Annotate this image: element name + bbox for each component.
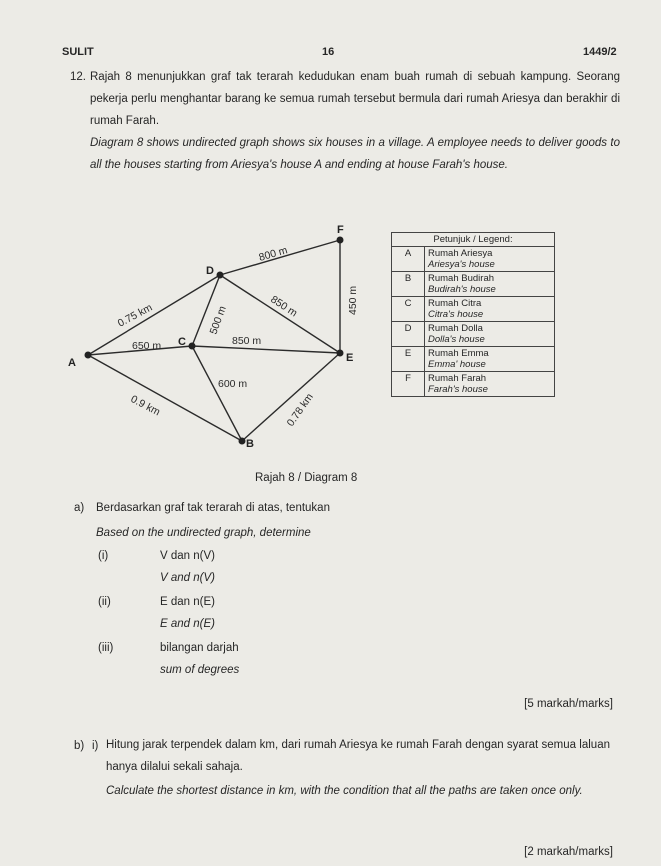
header-left: SULIT [62,46,94,58]
legend-malay: Rumah Farah [428,373,487,384]
item-iii-malay: bilangan darjah [160,642,239,654]
legend-english: Dolla's house [428,334,485,345]
legend-row [392,247,555,272]
edge-label-a-b: 0.9 km [128,393,163,419]
legend-malay: Rumah Citra [428,298,482,309]
header-right: 1449/2 [583,46,617,58]
legend-row [392,347,555,372]
legend-title: Petunjuk / Legend: [392,233,555,247]
legend-row [392,297,555,322]
part-b-label: b) [74,740,85,752]
part-a-marks: [5 markah/marks] [524,698,613,710]
legend-key: D [392,322,425,347]
legend-malay: Rumah Emma [428,348,489,359]
page-number: 16 [322,46,335,58]
node-e-dot [337,350,344,357]
node-c: C [178,336,186,348]
question-text-malay: Rajah 8 menunjukkan graf tak terarah kedudukan enam buah rumah di sebuah kampung. Seorang pekerja perlu menghantar barang ke semua rumah tersebut bermula dari rumah Ariesya dan berakhir di rumah Farah. [90,71,620,127]
edge-label-a-d: 0.75 km [115,301,155,330]
node-e: E [346,352,354,364]
edge-c-e [192,346,340,353]
question-number: 12. [70,71,86,83]
item-ii-malay: E dan n(E) [160,596,215,608]
legend-english: Budirah's house [428,284,496,295]
edge-label-c-e: 850 m [232,335,262,347]
edge-label-a-c: 650 m [132,340,162,352]
item-i-num: (i) [98,550,109,562]
node-b: B [246,438,254,450]
legend-table [391,232,555,397]
node-f: F [337,224,344,236]
legend-malay: Rumah Budirah [428,273,495,284]
legend-row [392,372,555,397]
part-b-malay: Hitung jarak terpendek dalam km, dari rumah Ariesya ke rumah Farah dengan syarat semua laluan hanya dilalui sekali sahaja. [106,739,610,773]
legend-english: Farah's house [428,384,488,395]
item-i-malay: V dan n(V) [160,550,215,562]
legend-key: F [392,372,425,397]
item-iii-english: sum of degrees [160,664,240,676]
node-a: A [68,357,76,369]
edge-label-d-f: 800 m [257,244,289,264]
legend-key: B [392,272,425,297]
legend-english: Ariesya's house [428,259,495,270]
edge-label-c-d: 500 m [207,304,229,337]
legend-key: A [392,247,425,272]
undirected-graph [60,215,380,455]
node-a-dot [85,352,92,359]
part-a-label: a) [74,502,85,514]
edge-label-f-e: 450 m [347,285,359,315]
legend-malay: Rumah Ariesya [428,248,493,259]
node-d: D [206,265,214,277]
question-text-english: Diagram 8 shows undirected graph shows six houses in a village. A employee needs to deliver goods to all the houses starting from Ariesya's house A and ending at house Farah's house. [90,137,620,171]
part-a-malay: Berdasarkan graf tak terarah di atas, tentukan [96,502,330,514]
part-b-marks: [2 markah/marks] [524,846,613,858]
part-a-english: Based on the undirected graph, determine [96,527,311,539]
legend-english: Emma' house [428,359,486,370]
legend-malay: Rumah Dolla [428,323,483,334]
item-i-english: V and n(V) [160,572,215,584]
edge-label-c-b: 600 m [218,378,248,390]
edge-label-d-e: 850 m [268,293,300,320]
part-b-english: Calculate the shortest distance in km, with the condition that all the paths are taken once only. [106,785,583,797]
item-ii-num: (ii) [98,596,111,608]
node-c-dot [189,343,196,350]
legend-key: C [392,297,425,322]
node-f-dot [337,237,344,244]
edge-label-e-b: 0.78 km [284,391,316,429]
node-b-dot [239,438,246,445]
legend-row [392,322,555,347]
legend-row [392,272,555,297]
legend-english: Citra's house [428,309,484,320]
legend-key: E [392,347,425,372]
part-b-sub: i) [92,740,99,752]
node-d-dot [217,272,224,279]
diagram-caption: Rajah 8 / Diagram 8 [255,472,358,484]
item-iii-num: (iii) [98,642,114,654]
item-ii-english: E and n(E) [160,618,215,630]
edge-e-b [242,353,340,441]
